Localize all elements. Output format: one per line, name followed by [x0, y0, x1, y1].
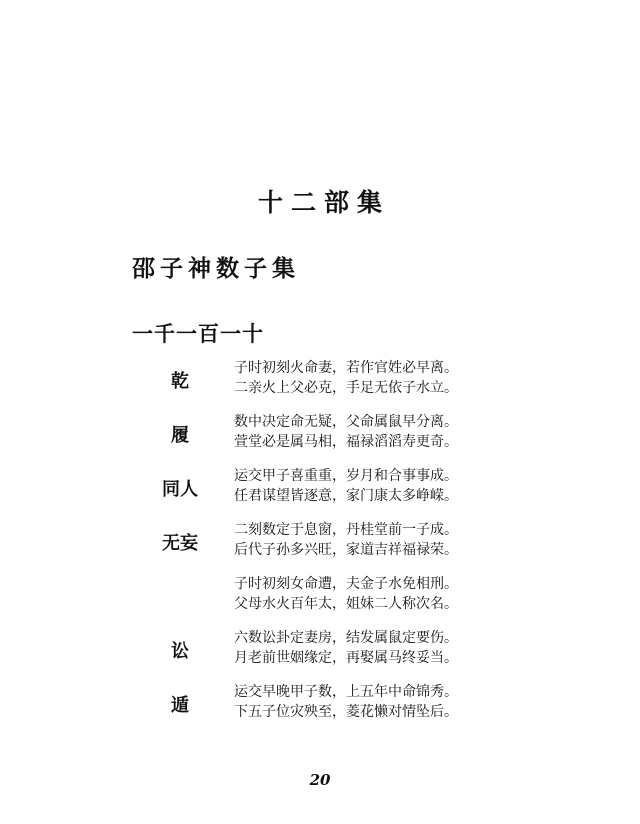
verse-line: 任君谋望皆逐意，家门康太多峥嵘。	[234, 488, 458, 504]
verse-entry	[0, 358, 640, 400]
hexagram-name: 乾	[171, 371, 189, 392]
hexagram-name: 无妄	[162, 533, 198, 554]
hexagram-name: 讼	[171, 641, 189, 662]
verse-line: 运交早晚甲子数，上五年中命锦秀。	[234, 684, 458, 700]
section-heading: 一千一百一十	[132, 321, 264, 346]
verse-text	[234, 358, 458, 398]
verse-entry	[0, 520, 640, 562]
verse-entry	[0, 628, 640, 670]
hexagram-name: 同人	[162, 479, 198, 500]
book-title: 邵子神数子集	[132, 255, 300, 282]
verse-line: 子时初刻女命遭，夫金子水免相刑。	[234, 576, 458, 592]
verse-line: 运交甲子喜重重，岁月和合事事成。	[234, 468, 458, 484]
page-title: 十二部集	[257, 188, 390, 217]
verse-entry	[0, 682, 640, 724]
verse-line: 下五子位灾殃至，菱花懒对情坠后。	[234, 704, 458, 720]
verse-line: 月老前世姻缘定，再娶属马终妥当。	[234, 650, 458, 666]
verse-line: 后代子孙多兴旺，家道吉祥福禄荣。	[234, 542, 458, 558]
verse-entry	[0, 466, 640, 508]
verse-text	[234, 574, 458, 614]
verse-line: 二刻数定于息窗，丹桂堂前一子成。	[234, 522, 458, 538]
verse-line: 数中决定命无疑，父命属鼠早分离。	[234, 414, 458, 430]
verse-text	[234, 466, 458, 506]
verse-text	[234, 520, 458, 560]
verse-line: 二亲火上父必克，手足无依子水立。	[234, 380, 458, 396]
verse-entry	[0, 412, 640, 454]
verse-line: 父母水火百年太，姐妹二人称次名。	[234, 596, 458, 612]
verse-text	[234, 682, 458, 722]
verse-line: 萱堂必是属马相，福禄滔滔寿更奇。	[234, 434, 458, 450]
hexagram-name: 履	[171, 425, 189, 446]
verse-line: 子时初刻火命妻，若作官姓必早离。	[234, 360, 458, 376]
verse-entry	[0, 574, 640, 616]
verse-text	[234, 412, 458, 452]
page-number: 20	[309, 771, 331, 789]
verse-entries	[0, 358, 640, 736]
verse-line: 六数讼卦定妻房，结发属鼠定要伤。	[234, 630, 458, 646]
verse-text	[234, 628, 458, 668]
hexagram-name: 遁	[171, 695, 189, 716]
